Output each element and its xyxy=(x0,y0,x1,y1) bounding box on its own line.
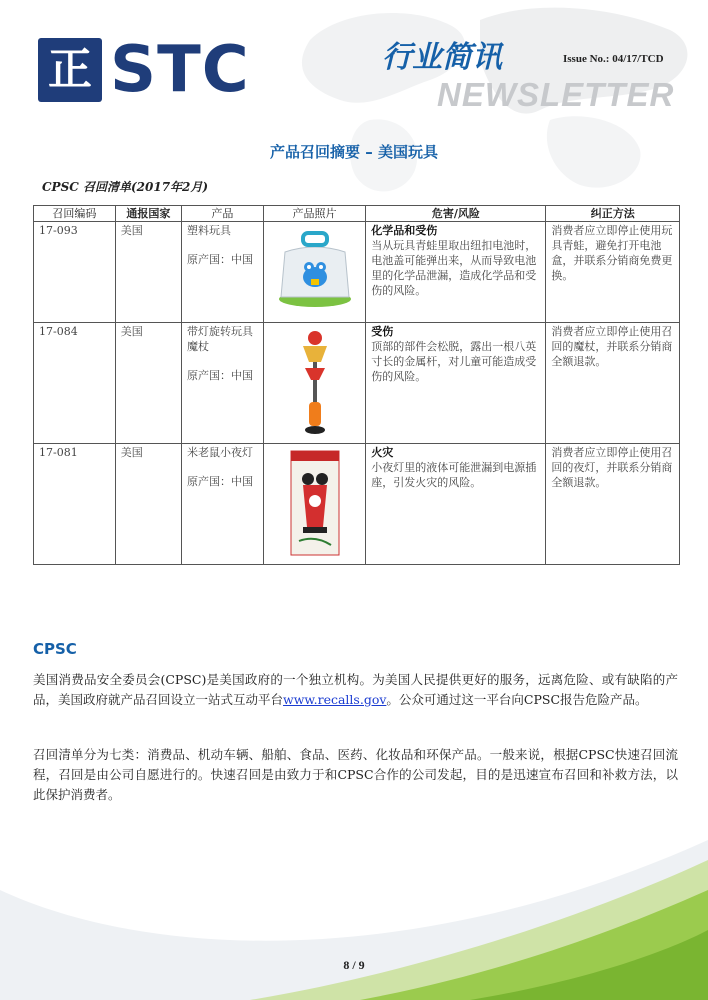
recall-code: 17-081 xyxy=(34,444,116,565)
page-number: 8 / 9 xyxy=(343,958,365,972)
country: 美国 xyxy=(115,444,181,565)
hazard-title: 火灾 xyxy=(371,446,394,459)
newsletter-title: NEWSLETTER xyxy=(437,76,675,113)
hazard-title: 化学品和受伤 xyxy=(371,224,438,237)
table-row xyxy=(34,222,680,323)
newsletter-cn-title: 行业简讯 xyxy=(382,40,502,75)
header-product: 产品 xyxy=(182,206,264,222)
table-row xyxy=(34,444,680,565)
remedy: 消费者应立即停止使用召回的魔杖，并联系分销商全额退款。 xyxy=(546,323,680,444)
remedy: 消费者应立即停止使用召回的夜灯，并联系分销商全额退款。 xyxy=(546,444,680,565)
cpsc-p1-text: 美国消费品安全委员会(CPSC)是美国政府的一个独立机构。为美国人民提供更好的服务，远离危险、或有缺陷的产品，美国政府就产品召回设立一站式互动平台 xyxy=(33,672,678,707)
origin: 原产国：中国 xyxy=(187,475,254,488)
toy-frog-case-image xyxy=(275,227,355,313)
origin: 原产国：中国 xyxy=(187,369,254,382)
spinning-wand-image xyxy=(295,328,335,438)
header-photo: 产品照片 xyxy=(263,206,365,222)
header-remedy: 纠正方法 xyxy=(546,206,680,222)
origin: 原产国：中国 xyxy=(187,253,254,266)
product-name: 塑料玩具 xyxy=(187,224,232,237)
recall-list-title: CPSC 召回清单(2017年2月) xyxy=(42,180,209,194)
recalls-gov-link[interactable]: www.recalls.gov xyxy=(283,692,387,707)
photo-cell xyxy=(263,222,365,323)
product-name: 带灯旋转玩具魔杖 xyxy=(187,325,254,353)
section-title: 产品召回摘要 – 美国玩具 xyxy=(270,143,438,161)
mickey-night-light-image xyxy=(289,449,341,557)
country: 美国 xyxy=(115,222,181,323)
header-recall-code: 召回编码 xyxy=(34,206,116,222)
recall-code: 17-093 xyxy=(34,222,116,323)
hazard-text: 小夜灯里的液体可能泄漏到电源插座，引发火灾的风险。 xyxy=(371,461,537,489)
logo-wordmark: STC xyxy=(110,33,250,107)
product-cell xyxy=(182,222,264,323)
photo-cell xyxy=(263,323,365,444)
logo-glyph: 正 xyxy=(48,44,92,95)
hazard-text: 顶部的部件会松脱，露出一根八英寸长的金属杆，对儿童可能造成受伤的风险。 xyxy=(371,340,537,383)
hazard-cell xyxy=(366,323,546,444)
cpsc-paragraph-1 xyxy=(33,670,678,710)
header-country: 通报国家 xyxy=(115,206,181,222)
product-name: 米老鼠小夜灯 xyxy=(187,446,254,459)
hazard-cell xyxy=(366,222,546,323)
remedy: 消费者应立即停止使用玩具青蛙，避免打开电池盒，并联系分销商免费更换。 xyxy=(546,222,680,323)
recall-code: 17-084 xyxy=(34,323,116,444)
product-cell xyxy=(182,323,264,444)
cpsc-p1-tail: 。公众可通过这一平台向CPSC报告危险产品。 xyxy=(386,692,648,707)
recall-table xyxy=(33,205,680,565)
hazard-title: 受伤 xyxy=(371,325,394,338)
cpsc-heading: CPSC xyxy=(33,640,77,658)
table-row xyxy=(34,323,680,444)
header-hazard: 危害/风险 xyxy=(366,206,546,222)
cpsc-paragraph-2: 召回清单分为七类：消费品、机动车辆、船舶、食品、医药、化妆品和环保产品。一般来说，根据CPSC快速召回流程，召回是由公司自愿进行的。快速召回是由致力于和CPSC合作的公司发起，目的是迅速宣布召回和补救方法，以此保护消费者。 xyxy=(33,747,678,802)
hazard-cell xyxy=(366,444,546,565)
country: 美国 xyxy=(115,323,181,444)
hazard-text: 当从玩具青蛙里取出纽扣电池时，电池盖可能弹出来，从而导致电池里的化学品泄漏，造成化学品和受伤的风险。 xyxy=(371,239,537,297)
stc-logo xyxy=(38,38,102,102)
photo-cell xyxy=(263,444,365,565)
issue-number: Issue No.: 04/17/TCD xyxy=(563,53,664,65)
table-header-row xyxy=(34,206,680,222)
product-cell xyxy=(182,444,264,565)
